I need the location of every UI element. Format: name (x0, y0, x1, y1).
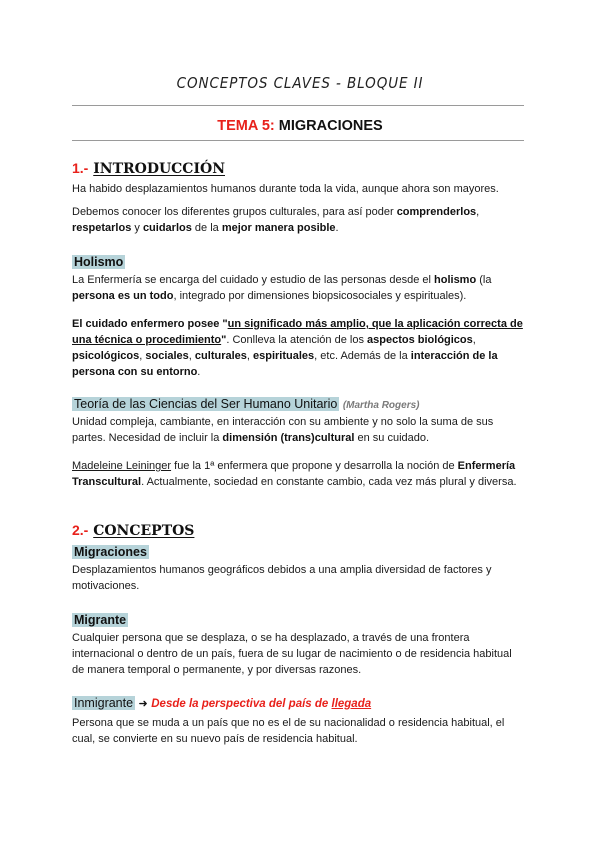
topic-label: TEMA 5: (217, 118, 275, 134)
section-title: CONCEPTOS (93, 523, 195, 539)
section-title: INTRODUCCIÓN (93, 161, 225, 177)
theory-author: (Martha Rogers) (342, 400, 420, 411)
perspective-note: Desde la perspectiva del país de llegada (151, 698, 372, 710)
holismo-paragraph: La Enfermería se encarga del cuidado y estudio de las personas desde el holismo (la persona es un todo, integrado por dimensiones biopsicosociales y espirituales). (72, 274, 492, 302)
section-heading-introduccion (72, 160, 225, 177)
intro-paragraph-2: Debemos conocer los diferentes grupos culturales, para así poder comprenderlos, respetarlos y cuidarlos de la mejor manera posible. (72, 206, 480, 234)
cuidado-paragraph: El cuidado enfermero posee "un significado más amplio, que la aplicación correcta de una técnica o procedimiento". Conlleva la atención de los aspectos biológicos, psicológicos, sociales, culturales, espirituales, etc. Además de la interacción de la persona con su entorno. (72, 318, 523, 378)
section-number: 1.- (72, 160, 89, 176)
subheading-inmigrante: Inmigrante ➜ Desde la perspectiva del país de llegada (74, 696, 372, 710)
topic-title: MIGRACIONES (278, 118, 383, 134)
top-divider (72, 105, 524, 106)
bottom-divider (72, 140, 524, 141)
inmigrante-paragraph: Persona que se muda a un país que no es el de su nacionalidad o residencia habitual, el cual, se convierte en su nuevo país de residencia habitual. (72, 717, 505, 745)
subheading-migraciones: Migraciones (74, 545, 147, 559)
document-title: CONCEPTOS CLAVES - BLOQUE II (176, 74, 424, 92)
subheading-migrante: Migrante (74, 613, 127, 627)
section-heading-conceptos (72, 522, 194, 539)
leininger-paragraph: Madeleine Leininger fue la 1ª enfermera que propone y desarrolla la noción de Enfermería Transcultural. Actualmente, sociedad en constante cambio, cada vez más plural y diversa. (72, 460, 517, 488)
teoria-paragraph: Unidad compleja, cambiante, en interacción con su ambiente y no solo la suma de sus partes. Necesidad de incluir la dimensión (trans)cultural en su cuidado. (72, 416, 494, 444)
intro-paragraph-1: Ha habido desplazamientos humanos durante toda la vida, aunque ahora son mayores. (72, 183, 499, 195)
section-number: 2.- (72, 522, 89, 538)
subheading-holismo: Holismo (74, 255, 124, 269)
arrow-icon: ➜ (138, 698, 148, 710)
topic-heading (0, 118, 600, 134)
subheading-teoria: Teoría de las Ciencias del Ser Humano Unitario (Martha Rogers) (74, 397, 420, 411)
migrante-paragraph: Cualquier persona que se desplaza, o se ha desplazado, a través de una frontera internacional o dentro de un país, fuera de su lugar de nacimiento o de residencia habitual de manera temporal o permanente, y por diversas razones. (72, 632, 512, 676)
migraciones-paragraph: Desplazamientos humanos geográficos debidos a una amplia diversidad de factores y motivaciones. (72, 564, 492, 592)
